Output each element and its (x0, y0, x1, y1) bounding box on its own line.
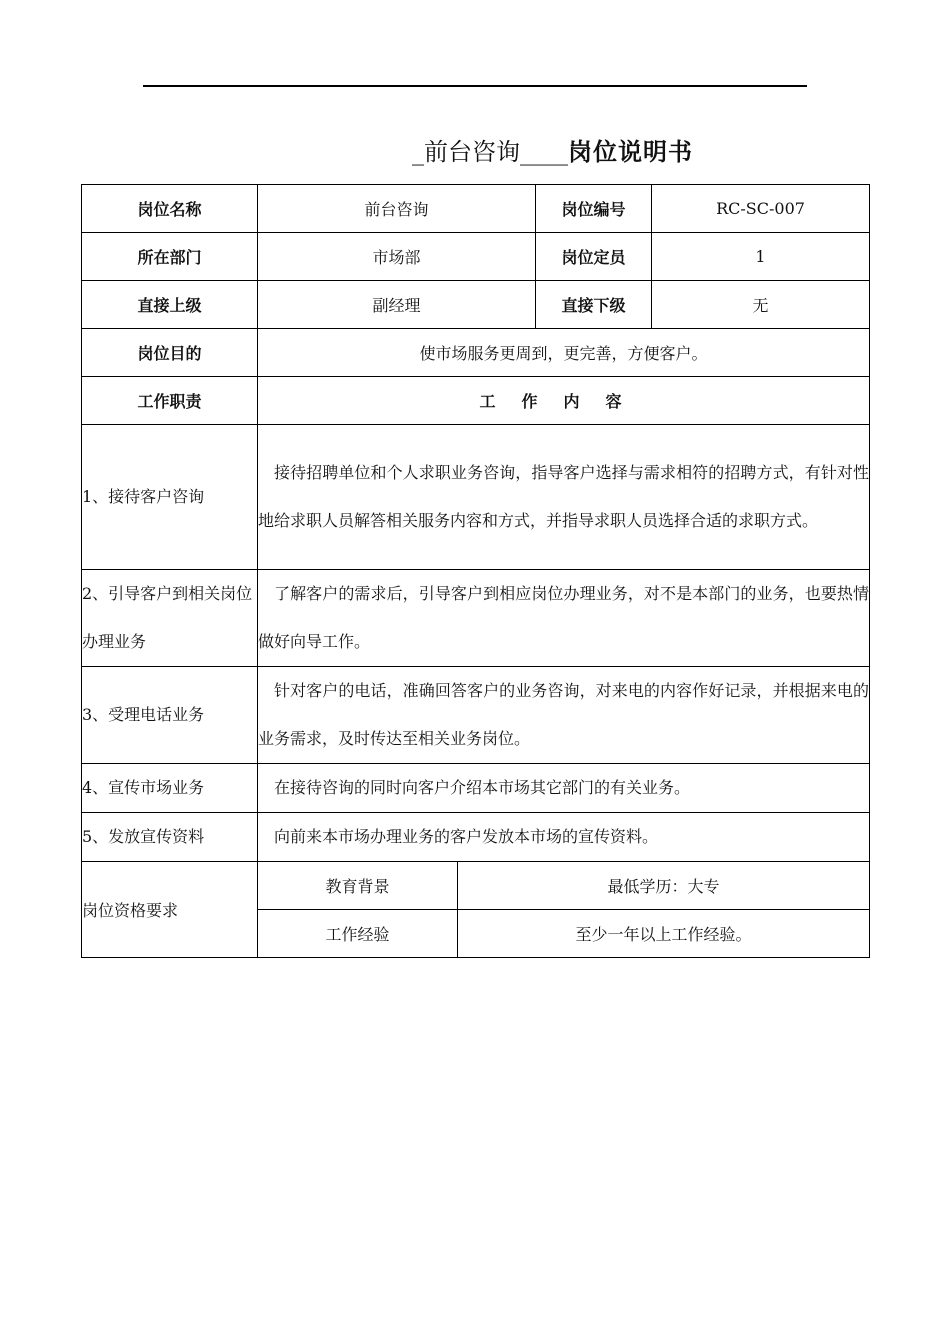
duty-row (82, 764, 870, 813)
page-title (412, 134, 693, 170)
row-purpose (82, 329, 870, 377)
duties-header-left: 工作职责 (82, 377, 258, 425)
duty-title: 3、受理电话业务 (82, 667, 258, 764)
duty-content (258, 425, 870, 570)
duty-content-text: 了解客户的需求后，引导客户到相应岗位办理业务，对不是本部门的业务，也要热情做好向导工作。 (258, 584, 870, 651)
headcount-label: 岗位定员 (536, 233, 652, 281)
duty-row (82, 570, 870, 667)
title-position-name: _前台咨询____ (412, 138, 568, 166)
duty-content-text: 针对客户的电话，准确回答客户的业务咨询，对来电的内容作好记录，并根据来电的业务需求，及时传达至相关业务岗位。 (258, 681, 870, 748)
experience-label: 工作经验 (258, 910, 458, 958)
duty-title: 1、接待客户咨询 (82, 425, 258, 570)
education-value: 最低学历：大专 (458, 862, 870, 910)
duty-title: 5、发放宣传资料 (82, 813, 258, 862)
duty-content-text: 在接待咨询的同时向客户介绍本市场其它部门的有关业务。 (274, 778, 691, 797)
duty-row (82, 425, 870, 570)
superior-label: 直接上级 (82, 281, 258, 329)
duty-row (82, 667, 870, 764)
duty-content (258, 813, 870, 862)
position-code-label: 岗位编号 (536, 185, 652, 233)
job-description-table (81, 184, 870, 958)
headcount-value: 1 (652, 233, 870, 281)
duty-content-text: 接待招聘单位和个人求职业务咨询，指导客户选择与需求相符的招聘方式，有针对性地给求职人员解答相关服务内容和方式，并指导求职人员选择合适的求职方式。 (258, 463, 870, 530)
row-education (82, 862, 870, 910)
duty-title: 4、宣传市场业务 (82, 764, 258, 813)
purpose-value: 使市场服务更周到，更完善，方便客户。 (258, 329, 870, 377)
department-value: 市场部 (258, 233, 536, 281)
title-main: 岗位说明书 (568, 137, 693, 166)
duty-content (258, 570, 870, 667)
header-rule (143, 85, 807, 87)
qualifications-label: 岗位资格要求 (82, 862, 258, 958)
department-label: 所在部门 (82, 233, 258, 281)
duty-content (258, 764, 870, 813)
duty-title: 2、引导客户到相关岗位办理业务 (82, 570, 258, 667)
duty-row (82, 813, 870, 862)
row-position-name (82, 185, 870, 233)
row-department (82, 233, 870, 281)
education-label: 教育背景 (258, 862, 458, 910)
row-duties-header (82, 377, 870, 425)
experience-value: 至少一年以上工作经验。 (458, 910, 870, 958)
purpose-label: 岗位目的 (82, 329, 258, 377)
duty-content-text: 向前来本市场办理业务的客户发放本市场的宣传资料。 (274, 827, 659, 846)
subordinate-value: 无 (652, 281, 870, 329)
superior-value: 副经理 (258, 281, 536, 329)
position-name-label: 岗位名称 (82, 185, 258, 233)
row-reporting (82, 281, 870, 329)
duties-header-right: 工作内容 (258, 377, 870, 425)
duty-content (258, 667, 870, 764)
subordinate-label: 直接下级 (536, 281, 652, 329)
position-code-value: RC-SC-007 (652, 185, 870, 233)
position-name-value: 前台咨询 (258, 185, 536, 233)
